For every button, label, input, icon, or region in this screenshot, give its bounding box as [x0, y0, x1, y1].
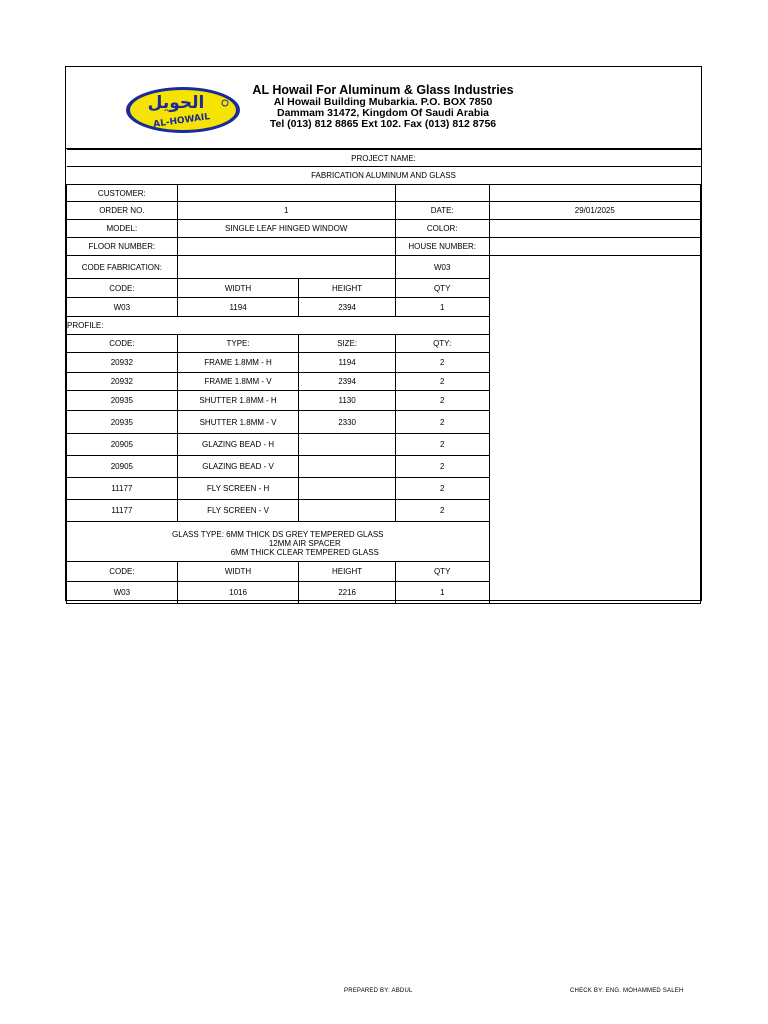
- profile-size: 2330: [299, 411, 395, 434]
- profile-size: [299, 478, 395, 500]
- house-label: HOUSE NUMBER:: [395, 238, 489, 256]
- floor-value: [177, 238, 395, 256]
- company-header: [66, 67, 701, 149]
- profile-type: SHUTTER 1.8MM - V: [177, 411, 299, 434]
- profile-code: 20932: [67, 373, 178, 391]
- profile-type: GLAZING BEAD - H: [177, 434, 299, 456]
- glass-width: 1016: [177, 582, 299, 604]
- glass-type-line-2: 12MM AIR SPACER: [268, 539, 341, 548]
- profile-qty: 2: [395, 500, 489, 522]
- profile-type: SHUTTER 1.8MM - H: [177, 391, 299, 411]
- logo-latin-text: AL-HOWAIL: [152, 112, 211, 130]
- profile-qty: 2: [395, 456, 489, 478]
- glass-type-line-3: 6MM THICK CLEAR TEMPERED GLASS: [230, 548, 379, 557]
- model-value: SINGLE LEAF HINGED WINDOW: [177, 220, 395, 238]
- profile-code: 11177: [67, 478, 178, 500]
- profile-size: 1130: [299, 391, 395, 411]
- profile-type: FLY SCREEN - V: [177, 500, 299, 522]
- floor-label: FLOOR NUMBER:: [67, 238, 178, 256]
- size-qty: 1: [395, 298, 489, 317]
- company-name: AL Howail For Aluminum & Glass Industries: [252, 83, 514, 97]
- date-value: 29/01/2025: [489, 202, 700, 220]
- profile-qty: 2: [395, 434, 489, 456]
- profile-size: [299, 456, 395, 478]
- side-panel: [489, 256, 700, 604]
- profile-qty: 2: [395, 411, 489, 434]
- logo-arabic-text: الحويل: [147, 93, 205, 113]
- profile-type: FRAME 1.8MM - H: [177, 353, 299, 373]
- color-value: [489, 220, 700, 238]
- glass-header-code: CODE:: [67, 562, 178, 582]
- date-label: DATE:: [395, 202, 489, 220]
- size-header-qty: QTY: [395, 279, 489, 298]
- glass-header-height: HEIGHT: [299, 562, 395, 582]
- size-width: 1194: [177, 298, 299, 317]
- house-value: [489, 238, 700, 256]
- code-fab-label: CODE FABRICATION:: [67, 256, 178, 279]
- profile-label: PROFILE:: [67, 317, 490, 335]
- glass-code: W03: [67, 582, 178, 604]
- profile-size: 2394: [299, 373, 395, 391]
- checked-by: CHECK BY: ENG. MOHAMMED SALEH: [570, 988, 684, 994]
- profile-code: 20905: [67, 434, 178, 456]
- profile-code: 20935: [67, 411, 178, 434]
- profile-qty: 2: [395, 478, 489, 500]
- profile-qty: 2: [395, 391, 489, 411]
- order-label: ORDER NO.: [67, 202, 178, 220]
- profile-code: 20932: [67, 353, 178, 373]
- fabrication-table: [66, 149, 701, 604]
- profile-type: FRAME 1.8MM - V: [177, 373, 299, 391]
- customer-value: [177, 185, 395, 202]
- fabrication-sheet: [65, 66, 702, 601]
- glass-type-line-1: GLASS TYPE: 6MM THICK DS GREY TEMPERED GLASS: [172, 530, 384, 539]
- customer-label: CUSTOMER:: [67, 185, 178, 202]
- customer-extra: [489, 185, 700, 202]
- size-header-width: WIDTH: [177, 279, 299, 298]
- size-header-code: CODE:: [67, 279, 178, 298]
- customer-blank: [395, 185, 489, 202]
- profile-code: 20935: [67, 391, 178, 411]
- profile-size: [299, 500, 395, 522]
- profile-header-type: TYPE:: [177, 335, 299, 353]
- glass-header-width: WIDTH: [177, 562, 299, 582]
- code-fab-value: W03: [395, 256, 489, 279]
- code-fab-blank: [177, 256, 395, 279]
- glass-height: 2216: [299, 582, 395, 604]
- profile-header-code: CODE:: [67, 335, 178, 353]
- prepared-by: PREPARED BY: ABDUL: [344, 988, 413, 994]
- project-name-label: PROJECT NAME:: [67, 150, 701, 167]
- company-phone: Tel (013) 812 8865 Ext 102. Fax (013) 812 8756: [269, 118, 497, 130]
- glass-qty: 1: [395, 582, 489, 604]
- profile-type: GLAZING BEAD - V: [177, 456, 299, 478]
- profile-code: 11177: [67, 500, 178, 522]
- profile-type: FLY SCREEN - H: [177, 478, 299, 500]
- size-code: W03: [67, 298, 178, 317]
- profile-header-size: SIZE:: [299, 335, 395, 353]
- model-label: MODEL:: [67, 220, 178, 238]
- glass-header-qty: QTY: [395, 562, 489, 582]
- size-header-height: HEIGHT: [299, 279, 395, 298]
- profile-header-qty: QTY:: [395, 335, 489, 353]
- profile-size: [299, 434, 395, 456]
- company-info: [206, 83, 560, 130]
- profile-size: 1194: [299, 353, 395, 373]
- color-label: COLOR:: [395, 220, 489, 238]
- profile-qty: 2: [395, 353, 489, 373]
- profile-code: 20905: [67, 456, 178, 478]
- company-address-2: Dammam 31472, Kingdom Of Saudi Arabia: [276, 107, 489, 119]
- order-value: 1: [177, 202, 395, 220]
- size-height: 2394: [299, 298, 395, 317]
- company-address-1: Al Howail Building Mubarkia. P.O. BOX 7850: [273, 96, 493, 108]
- profile-qty: 2: [395, 373, 489, 391]
- glass-type-cell: [67, 522, 490, 562]
- fabrication-title: FABRICATION ALUMINUM AND GLASS: [67, 167, 701, 185]
